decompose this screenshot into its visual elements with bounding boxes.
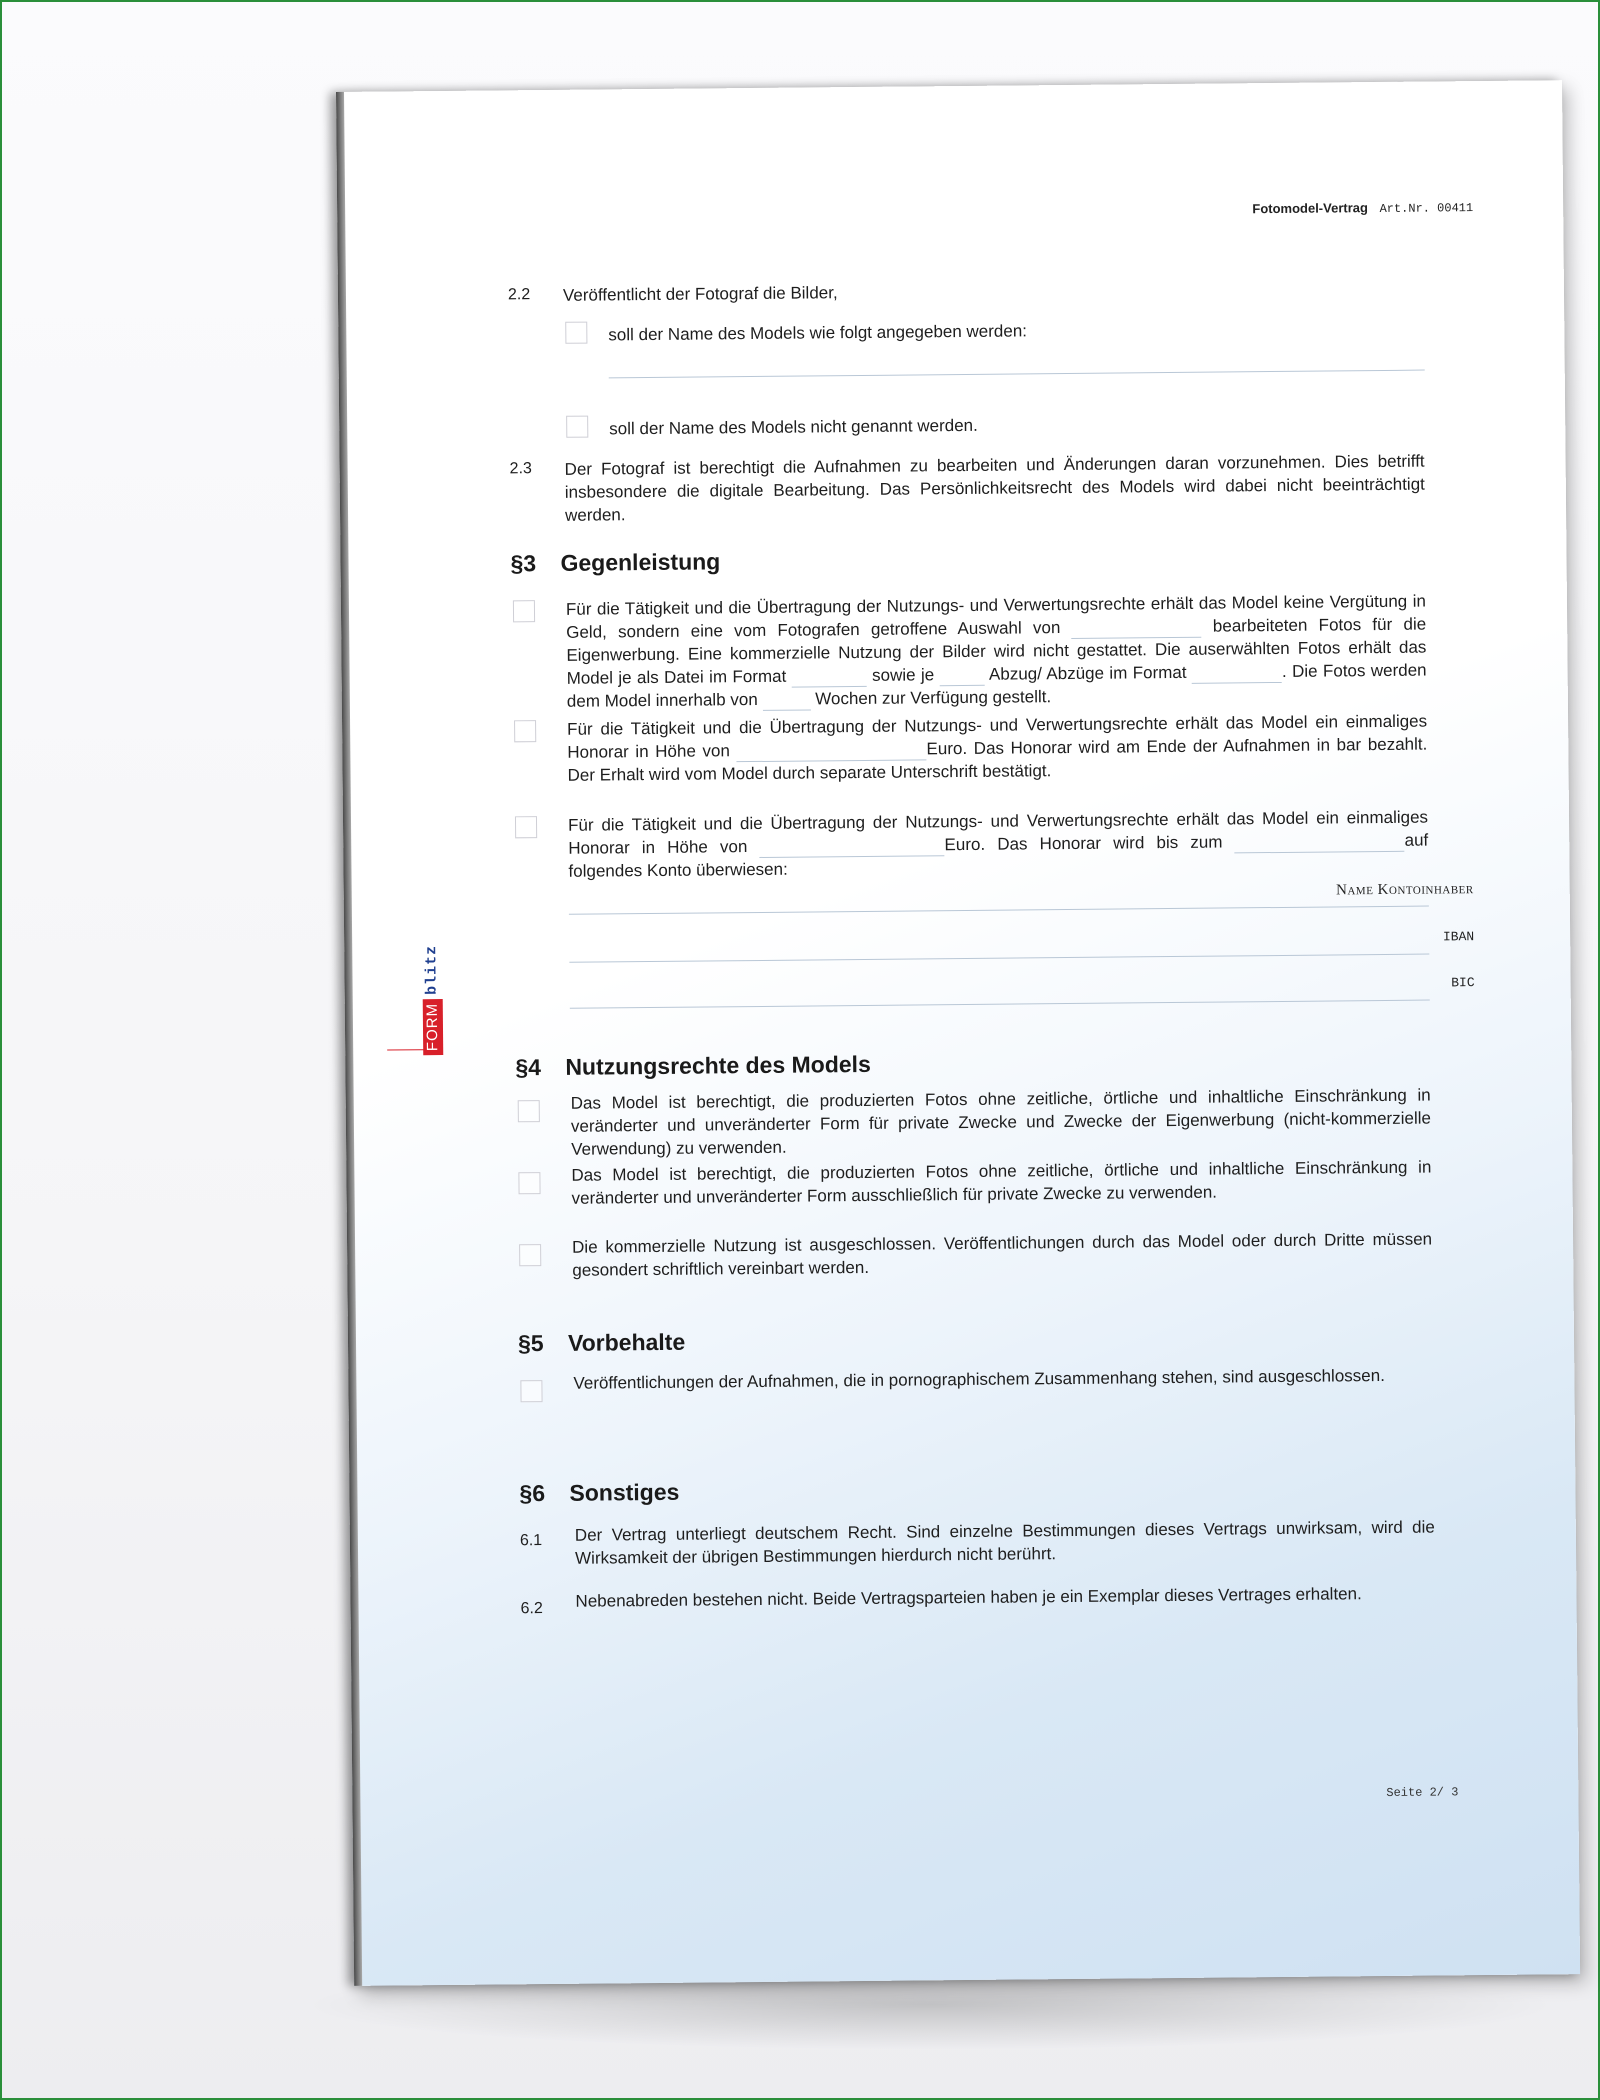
clause-number: 6.2	[520, 1600, 543, 1618]
section-number: §6	[519, 1480, 546, 1507]
option-text-part: Für die Tätigkeit und die Übertragung der Nutzungs- und Verwertungsrechte erhält das Model keine Vergütung in Geld, sondern eine vom Fotografen getroffene Auswahl von	[565, 591, 1427, 642]
blank-weeks[interactable]	[762, 691, 810, 710]
document-title: Fotomodel-Vertrag	[1252, 200, 1368, 217]
section-number: §4	[515, 1054, 542, 1081]
section-heading	[519, 1479, 679, 1508]
clause-text: Der Fotograf ist berechtigt die Aufnahmen zu bearbeiten und Änderungen daran vorzunehmen. Dies betrifft insbesondere die digitale Bearbeitung. Das Persönlichkeitsrecht des Models wird dabei nicht beeinträchtigt werden.	[564, 451, 1425, 525]
blank-payment-date[interactable]	[1235, 833, 1405, 854]
blank-fee-amount[interactable]	[759, 837, 944, 858]
option-label: soll der Name des Models nicht genannt werden.	[609, 415, 978, 439]
section-number: §3	[510, 550, 537, 577]
iban-label: IBAN	[1442, 929, 1475, 945]
account-holder-label: Name Kontoinhaber	[1336, 881, 1474, 899]
name-input-line[interactable]	[609, 370, 1425, 379]
clause-text: Der Vertrag unterliegt deutschem Recht. Sind einzelne Bestimmungen dieses Vertrags unwirksam, wird die Wirksamkeit der übrigen Bestimmungen hierdurch nicht berührt.	[574, 1517, 1435, 1568]
checkbox-commercial-excluded[interactable]	[519, 1244, 541, 1266]
logo-blitz-text: blitz	[423, 944, 441, 996]
clause-number: 6.1	[519, 1532, 543, 1550]
option-text-part: Für die Tätigkeit und die Übertragung der Nutzungs- und Verwertungsrechte erhält das Model ein einmaliges Honorar in Höhe von	[567, 711, 1428, 762]
checkbox-compensation-transfer[interactable]	[515, 816, 537, 838]
blank-file-format[interactable]	[792, 668, 867, 688]
option-text-part: Euro. Das Honorar wird bis zum	[944, 832, 1223, 855]
option-text	[567, 710, 1428, 787]
document-page	[336, 80, 1580, 1986]
clause-text: Nebenabreden bestehen nicht. Beide Vertragsparteien haben je ein Exemplar dieses Vertrages erhalten.	[575, 1584, 1362, 1611]
bic-label: BIC	[1451, 975, 1475, 991]
option-text-part: . Die Fotos werden dem Model innerhalb von	[566, 660, 1427, 711]
option-text-part: Euro. Das Honorar wird am Ende der Aufnahmen in bar bezahlt. Der Erhalt wird vom Model durch separate Unterschrift bestätigt.	[567, 734, 1428, 785]
section-title: Vorbehalte	[567, 1328, 686, 1356]
blank-fee-amount[interactable]	[736, 741, 926, 762]
option-text: Veröffentlichungen der Aufnahmen, die in pornographischem Zusammenhang stehen, sind ausgeschlossen.	[573, 1365, 1385, 1393]
checkbox-usage-private-only[interactable]	[518, 1172, 540, 1194]
section-title: Nutzungsrechte des Models	[565, 1050, 871, 1080]
option-text: Die kommerzielle Nutzung ist ausgeschlossen. Veröffentlichungen durch das Model oder durch Dritte müssen gesondert schriftlich vereinbart werden.	[572, 1229, 1433, 1280]
option-text-part: Abzug/ Abzüge im Format	[988, 662, 1187, 684]
account-holder-line[interactable]	[569, 906, 1429, 915]
section-title: Sonstiges	[569, 1478, 680, 1506]
option-text-part: Wochen zur Verfügung gestellt.	[815, 687, 1052, 709]
option-text	[568, 806, 1429, 883]
checkbox-name-hidden[interactable]	[566, 416, 588, 438]
section-heading	[515, 1051, 871, 1081]
iban-line[interactable]	[569, 954, 1429, 963]
option-label: soll der Name des Models wie folgt angegeben werden:	[608, 321, 1028, 345]
section-heading	[510, 548, 720, 577]
article-number: Art.Nr. 00411	[1379, 201, 1474, 216]
clause-text: Veröffentlicht der Fotograf die Bilder,	[562, 283, 838, 305]
option-text: Das Model ist berechtigt, die produzierten Fotos ohne zeitliche, örtliche und inhaltliche Einschränkung in veränderter und unveränderter Form für private Zwecke und Zwecke der Eigenwerbung (nicht-kommerzielle Verwendung) zu verwenden.	[570, 1085, 1431, 1159]
bic-line[interactable]	[570, 1000, 1430, 1009]
clause-number: 2.3	[509, 460, 532, 478]
checkbox-name-shown[interactable]	[565, 322, 587, 344]
checkbox-compensation-photos[interactable]	[513, 600, 535, 622]
option-text: Das Model ist berechtigt, die produzierten Fotos ohne zeitliche, örtliche und inhaltliche Einschränkung in veränderter und unveränderter Form ausschließlich für private Zwecke zu verwenden.	[571, 1157, 1432, 1208]
option-text	[566, 590, 1427, 713]
blank-print-format[interactable]	[1192, 664, 1282, 684]
clause-number: 2.2	[507, 286, 531, 304]
option-text-part: auf folgendes Konto überwiesen:	[568, 830, 1429, 881]
section-title: Gegenleistung	[560, 548, 721, 576]
page-number: Seite 2/ 3	[1386, 1785, 1459, 1800]
document-header	[1252, 199, 1473, 217]
checkbox-usage-private-promo[interactable]	[518, 1100, 540, 1122]
blank-print-count[interactable]	[939, 667, 984, 686]
logo-form-text: FORM	[423, 999, 444, 1055]
option-text-part: Für die Tätigkeit und die Übertragung der Nutzungs- und Verwertungsrechte erhält das Model ein einmaliges Honorar in Höhe von	[567, 807, 1429, 858]
blank-photo-count[interactable]	[1072, 619, 1202, 639]
checkbox-reservations[interactable]	[520, 1380, 542, 1402]
section-number: §5	[517, 1330, 544, 1357]
checkbox-compensation-cash[interactable]	[514, 720, 536, 742]
option-text-part: bearbeiteten Fotos für die Eigenwerbung. Eine kommerzielle Nutzung der Bilder wird nicht gestattet. Die auserwählten Fotos erhält das Model je als Datei im Format	[566, 614, 1427, 688]
formblitz-logo	[422, 941, 443, 1055]
option-text-part: sowie je	[871, 665, 935, 685]
section-heading	[518, 1329, 685, 1358]
